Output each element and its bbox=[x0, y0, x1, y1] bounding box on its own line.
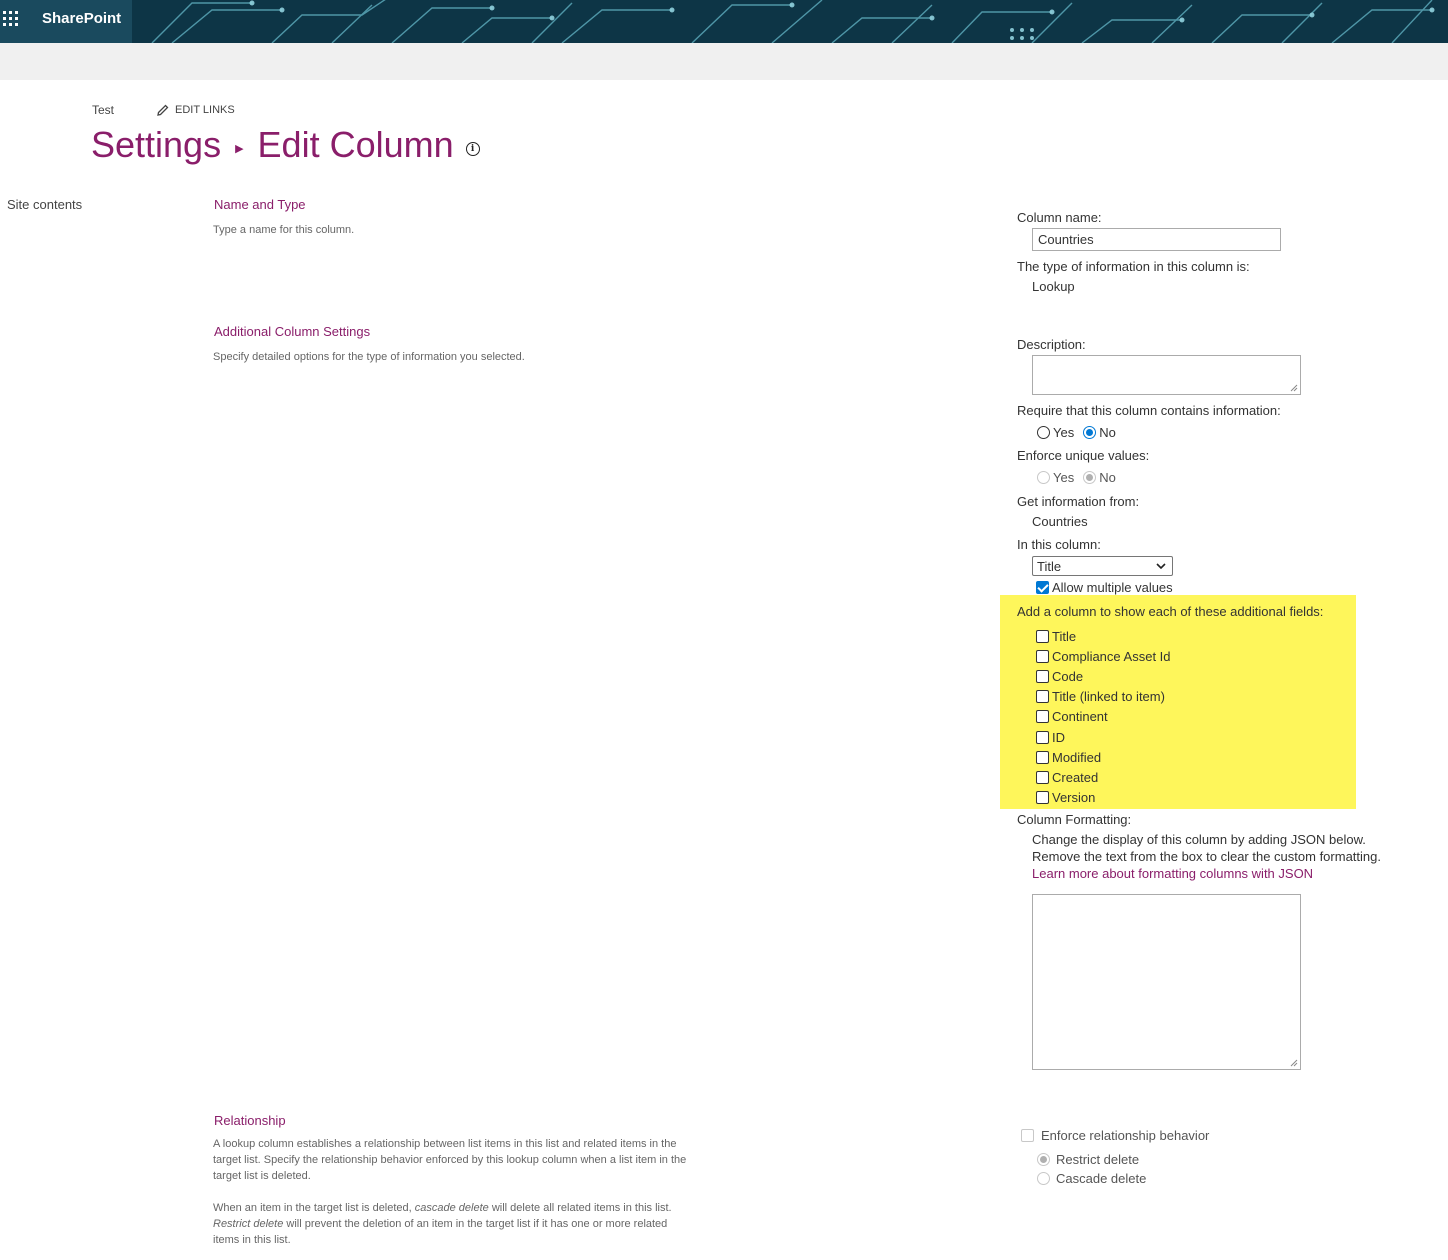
info-icon[interactable]: i bbox=[466, 142, 480, 156]
page-title-settings[interactable]: Settings bbox=[91, 124, 222, 165]
description-textarea[interactable] bbox=[1032, 355, 1301, 395]
page-title bbox=[91, 124, 480, 166]
breadcrumb-arrow-icon: ▶ bbox=[235, 142, 244, 155]
restrict-delete-label: Restrict delete bbox=[1056, 1152, 1140, 1167]
enforce-relationship-row bbox=[1021, 1128, 1209, 1143]
additional-field-checkbox[interactable] bbox=[1036, 751, 1049, 764]
require-options bbox=[1037, 425, 1116, 440]
section-desc-relationship-2: When an item in the target list is deleted, cascade delete will delete all related items in this list. Restrict delete will prevent the deletion of an item in the target list if it has one or more related items in this list. bbox=[213, 1202, 672, 1246]
edit-links-button[interactable] bbox=[157, 104, 235, 116]
formatting-json-textarea[interactable] bbox=[1032, 894, 1301, 1070]
additional-field-checkbox[interactable] bbox=[1036, 791, 1049, 804]
section-desc-relationship-1: A lookup column establishes a relationship between list items in this list and related items in the target list. Specify the relationship behavior enforced by this lookup column when a list item in the target list is deleted. bbox=[213, 1138, 687, 1182]
column-name-label: Column name: bbox=[1017, 210, 1102, 225]
allow-multiple-row bbox=[1036, 580, 1173, 595]
section-desc-name-type: Type a name for this column. bbox=[213, 224, 355, 236]
additional-field-checkbox[interactable] bbox=[1036, 690, 1049, 703]
additional-field-item: Code bbox=[1036, 666, 1171, 686]
additional-field-checkbox[interactable] bbox=[1036, 771, 1049, 784]
resize-grip-icon[interactable] bbox=[1290, 384, 1298, 392]
get-info-label: Get information from: bbox=[1017, 494, 1140, 509]
cascade-delete-label: Cascade delete bbox=[1056, 1171, 1147, 1186]
additional-field-item: Compliance Asset Id bbox=[1036, 646, 1171, 666]
additional-field-item: Created bbox=[1036, 767, 1171, 787]
banner-image bbox=[132, 0, 1448, 43]
unique-label: Enforce unique values: bbox=[1017, 448, 1150, 463]
additional-field-checkbox[interactable] bbox=[1036, 650, 1049, 663]
in-column-selected: Title bbox=[1037, 558, 1062, 574]
get-info-value: Countries bbox=[1032, 514, 1088, 529]
breadcrumb-site-link[interactable]: Test bbox=[92, 103, 115, 117]
enforce-relationship-label: Enforce relationship behavior bbox=[1041, 1128, 1210, 1143]
app-launcher-icon[interactable] bbox=[3, 11, 19, 27]
circuit-banner bbox=[132, 0, 1448, 43]
page-title-edit-column: Edit Column bbox=[257, 124, 454, 165]
column-name-input[interactable] bbox=[1032, 228, 1281, 251]
additional-field-item: Title (linked to item) bbox=[1036, 687, 1171, 707]
unique-options bbox=[1037, 470, 1116, 485]
unique-yes-label: Yes bbox=[1053, 470, 1075, 485]
allow-multiple-label: Allow multiple values bbox=[1052, 580, 1173, 595]
unique-no-radio[interactable] bbox=[1083, 471, 1096, 484]
type-label: The type of information in this column is: bbox=[1017, 259, 1250, 274]
additional-field-item: Modified bbox=[1036, 747, 1171, 767]
section-title-additional: Additional Column Settings bbox=[214, 324, 371, 339]
additional-field-checkbox[interactable] bbox=[1036, 630, 1049, 643]
type-value: Lookup bbox=[1032, 279, 1075, 294]
additional-fields-label: Add a column to show each of these additional fields: bbox=[1017, 604, 1324, 619]
require-no-radio[interactable] bbox=[1083, 426, 1096, 439]
additional-field-item: ID bbox=[1036, 727, 1171, 747]
edit-links-label: EDIT LINKS bbox=[175, 104, 235, 116]
nav-site-contents[interactable]: Site contents bbox=[7, 197, 83, 212]
additional-field-item: Title bbox=[1036, 626, 1171, 646]
unique-yes-radio[interactable] bbox=[1037, 471, 1050, 484]
in-column-select[interactable] bbox=[1032, 556, 1173, 576]
section-title-relationship: Relationship bbox=[214, 1113, 286, 1128]
allow-multiple-checkbox[interactable] bbox=[1036, 581, 1049, 594]
additional-field-item: Continent bbox=[1036, 707, 1171, 727]
section-title-name-type: Name and Type bbox=[214, 197, 306, 212]
require-yes-label: Yes bbox=[1053, 425, 1075, 440]
section-desc-additional: Specify detailed options for the type of information you selected. bbox=[213, 351, 525, 363]
formatting-desc-1: Change the display of this column by adding JSON below. bbox=[1032, 832, 1366, 847]
require-yes-radio[interactable] bbox=[1037, 426, 1050, 439]
brand-label[interactable]: SharePoint bbox=[42, 10, 122, 27]
additional-field-checkbox[interactable] bbox=[1036, 710, 1049, 723]
require-label: Require that this column contains information: bbox=[1017, 403, 1281, 418]
command-bar bbox=[0, 43, 1448, 80]
require-no-label: No bbox=[1099, 425, 1116, 440]
cascade-delete-radio[interactable] bbox=[1037, 1172, 1050, 1185]
additional-field-checkbox[interactable] bbox=[1036, 670, 1049, 683]
enforce-relationship-checkbox[interactable] bbox=[1021, 1129, 1034, 1142]
cascade-delete-row bbox=[1037, 1171, 1146, 1186]
formatting-learn-more-link[interactable]: Learn more about formatting columns with JSON bbox=[1032, 866, 1314, 881]
in-column-label: In this column: bbox=[1017, 537, 1101, 552]
suite-left-panel bbox=[0, 0, 132, 43]
formatting-label: Column Formatting: bbox=[1017, 812, 1132, 827]
resize-grip-icon[interactable] bbox=[1290, 1059, 1298, 1067]
unique-no-label: No bbox=[1099, 470, 1116, 485]
restrict-delete-row bbox=[1037, 1152, 1139, 1167]
restrict-delete-radio[interactable] bbox=[1037, 1153, 1050, 1166]
chevron-down-icon bbox=[1156, 563, 1166, 569]
suite-bar bbox=[0, 0, 1448, 43]
pencil-icon bbox=[157, 104, 169, 116]
description-label: Description: bbox=[1017, 337, 1086, 352]
additional-field-item: Version bbox=[1036, 788, 1171, 808]
formatting-desc-2: Remove the text from the box to clear the custom formatting. bbox=[1032, 849, 1381, 864]
additional-field-checkbox[interactable] bbox=[1036, 731, 1049, 744]
additional-fields-list bbox=[1036, 626, 1171, 808]
